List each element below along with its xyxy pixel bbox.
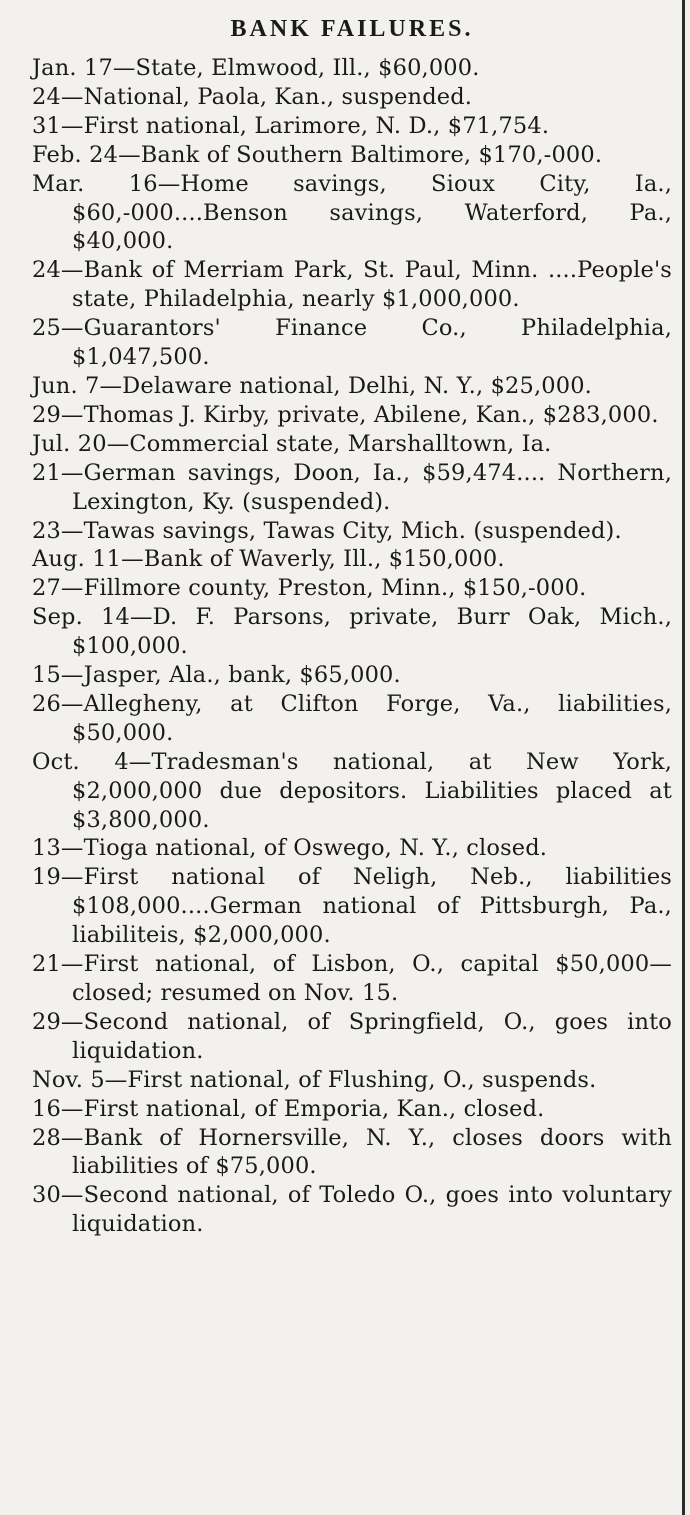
list-item: 24—National, Paola, Kan., suspended. <box>32 83 473 110</box>
list-item: 16—First national, of Emporia, Kan., closed. <box>32 1095 545 1122</box>
list-item: 29—Second national, of Springfield, O., goes into liquidation. <box>32 1008 672 1064</box>
list-item: 15—Jasper, Ala., bank, $65,000. <box>32 662 401 689</box>
list-item: 26—Allegheny, at Clifton Forge, Va., liabilities, $50,000. <box>32 690 672 746</box>
article-column <box>32 12 672 1239</box>
list-item: 29—Thomas J. Kirby, private, Abilene, Kan., $283,000. <box>32 401 659 428</box>
column-rule <box>682 0 685 1515</box>
list-item: Mar. 16—Home savings, Sioux City, Ia., $60,-000....Benson savings, Waterford, Pa., $40,000. <box>32 170 672 255</box>
list-item: 24—Bank of Merriam Park, St. Paul, Minn. ....People's state, Philadelphia, nearly $1,000,000. <box>32 257 672 313</box>
list-item: Oct. 4—Tradesman's national, at New York, $2,000,000 due depositors. Liabilities placed at $3,800,000. <box>32 748 672 833</box>
list-item: Jul. 20—Commercial state, Marshalltown, Ia. <box>32 430 552 457</box>
list-item: Sep. 14—D. F. Parsons, private, Burr Oak, Mich., $100,000. <box>32 604 672 660</box>
list-item: 23—Tawas savings, Tawas City, Mich. (suspended). <box>32 517 622 544</box>
list-item: Jan. 17—State, Elmwood, Ill., $60,000. <box>32 55 480 81</box>
list-item: 27—Fillmore county, Preston, Minn., $150,-000. <box>32 575 587 602</box>
list-item: 25—Guarantors' Finance Co., Philadelphia, $1,047,500. <box>32 315 672 371</box>
list-item: 13—Tioga national, of Oswego, N. Y., closed. <box>32 835 548 862</box>
bank-failure-list <box>32 54 672 1239</box>
list-item: Aug. 11—Bank of Waverly, Ill., $150,000. <box>32 546 505 573</box>
list-item: 30—Second national, of Toledo O., goes into voluntary liquidation. <box>32 1182 672 1238</box>
list-item: 19—First national of Neligh, Neb., liabilities $108,000....German national of Pittsburgh, Pa., liabiliteis, $2,000,000. <box>32 864 672 949</box>
list-item: 28—Bank of Hornersville, N. Y., closes doors with liabilities of $75,000. <box>32 1124 672 1180</box>
list-item: Feb. 24—Bank of Southern Baltimore, $170,-000. <box>32 141 603 168</box>
list-item: Nov. 5—First national, of Flushing, O., suspends. <box>32 1066 597 1093</box>
list-item: 21—German savings, Doon, Ia., $59,474.... Northern, Lexington, Ky. (suspended). <box>32 459 672 515</box>
list-item: 21—First national, of Lisbon, O., capital $50,000—closed; resumed on Nov. 15. <box>32 951 672 1006</box>
list-item: Jun. 7—Delaware national, Delhi, N. Y., $25,000. <box>32 372 592 399</box>
headline: BANK FAILURES. <box>230 16 474 42</box>
list-item: 31—First national, Larimore, N. D., $71,754. <box>32 112 550 139</box>
